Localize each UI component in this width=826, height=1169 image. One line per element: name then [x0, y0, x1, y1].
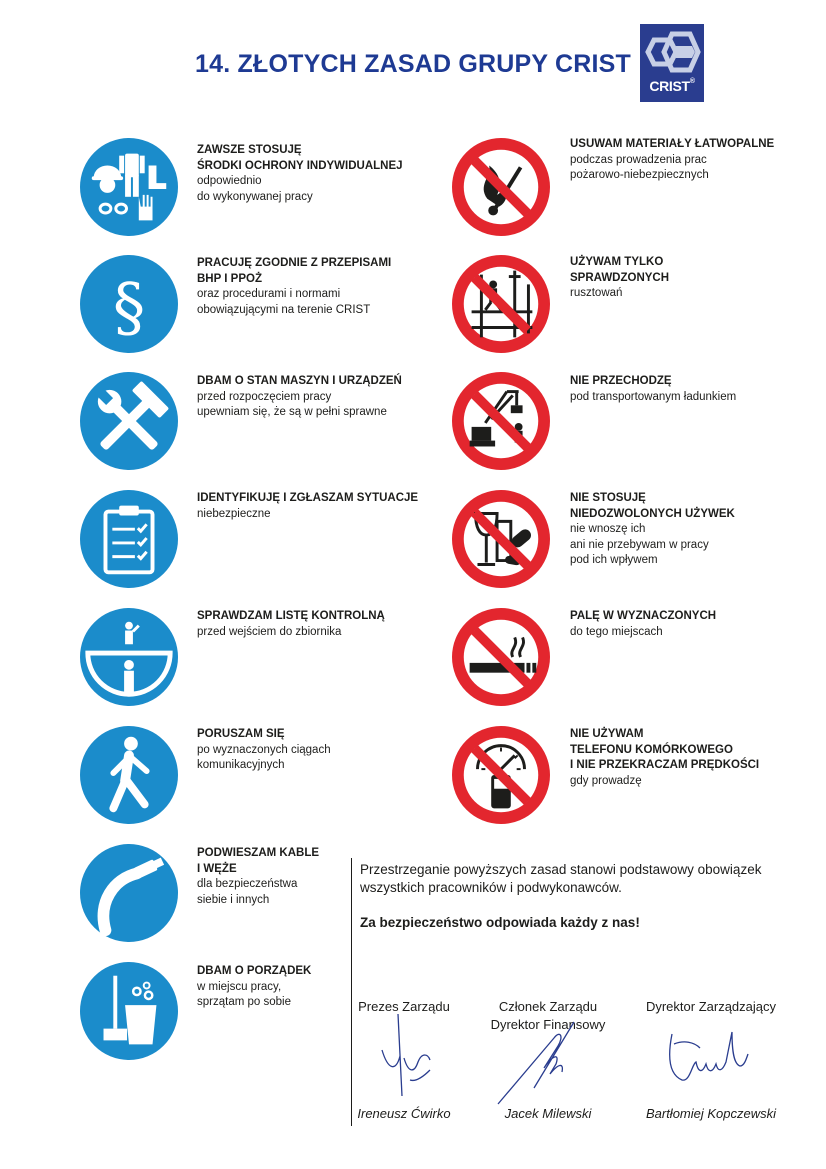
clipboard-checklist-icon [80, 490, 178, 588]
crist-logo-mark-icon [640, 24, 704, 80]
rule-suspended-load [570, 374, 736, 405]
signature-milewski [494, 1018, 594, 1108]
rule-description: nie wnoszę ich ani nie przebywam w pracy pod ich wpływem [570, 523, 709, 566]
rule-heading: DBAM O STAN MASZYN I URZĄDZEŃ [197, 375, 402, 387]
no-open-flame-icon [452, 138, 550, 236]
svg-text:§: § [112, 270, 146, 346]
rule-scaffolding [570, 255, 669, 302]
signatory-title: Dyrektor Zarządzający [645, 999, 777, 1014]
rule-description: dla bezpieczeństwa siebie i innych [197, 878, 298, 906]
signatory-title: Członek Zarządu Dyrektor Finansowy [490, 999, 606, 1032]
rule-cables [197, 846, 319, 908]
rule-heading: NIE PRZECHODZĘ [570, 375, 672, 387]
rule-description: w miejscu pracy, sprzątam po sobie [197, 980, 291, 1008]
rule-heading: UŻYWAM TYLKO SPRAWDZONYCH [570, 256, 670, 284]
rule-description: po wyznaczonych ciągach komunikacyjnych [197, 743, 331, 771]
page-title: 14. ZŁOTYCH ZASAD GRUPY CRIST [195, 50, 631, 78]
crist-logo [640, 24, 704, 102]
hammer-wrench-icon [80, 372, 178, 470]
rule-order [197, 964, 311, 1011]
confined-space-icon [80, 608, 178, 706]
rule-heading: PODWIESZAM KABLE I WĘŻE [197, 847, 320, 875]
statement [360, 861, 800, 932]
ppe-icon [80, 138, 178, 236]
cleaning-bucket-icon [80, 962, 178, 1060]
rule-description: gdy prowadzę [570, 774, 642, 787]
rule-flammables [570, 137, 774, 184]
rule-hazards [197, 491, 418, 522]
rule-heading: NIE STOSUJĘ NIEDOZWOLONYCH UŻYWEK [570, 492, 735, 520]
rule-heading: SPRAWDZAM LISTĘ KONTROLNĄ [197, 610, 385, 622]
rule-heading: NIE UŻYWAM TELEFONU KOMÓRKOWEGO I NIE PRZEKRACZAM PRĘDKOŚCI [570, 728, 760, 771]
signatory-name: Bartłomiej Kopczewski [645, 1106, 777, 1121]
rule-heading: USUWAM MATERIAŁY ŁATWOPALNE [570, 138, 775, 150]
rule-description: odpowiednio do wykonywanej pracy [197, 175, 313, 203]
no-phone-speeding-icon [452, 726, 550, 824]
rule-machines [197, 374, 402, 421]
rule-description: niebezpieczne [197, 507, 271, 520]
rule-description: oraz procedurami i normami obowiązującymi na terenie CRIST [197, 288, 371, 316]
statement-bold: Za bezpieczeństwo odpowiada każdy z nas! [360, 915, 640, 930]
hose-icon [80, 844, 178, 942]
paragraph-icon [80, 255, 178, 353]
rule-description: przed rozpoczęciem pracy upewniam się, że są w pełni sprawne [197, 390, 387, 418]
no-walking-under-load-icon [452, 372, 550, 470]
rule-description: pod transportowanym ładunkiem [570, 390, 737, 403]
rule-heading: PRACUJĘ ZGODNIE Z PRZEPISAMI BHP I PPOŻ [197, 257, 392, 285]
rule-heading: PALĘ W WYZNACZONYCH [570, 610, 717, 622]
statement-text: Przestrzeganie powyższych zasad stanowi podstawowy obowiązek wszystkich pracowników i podwykonawców. [360, 862, 762, 895]
crist-logo-text: CRIST® [649, 78, 695, 94]
rule-ppe [197, 143, 403, 205]
signature-kopczewski [664, 1024, 754, 1094]
walking-person-icon [80, 726, 178, 824]
rule-substances [570, 491, 735, 569]
signatory-name: Ireneusz Ćwirko [357, 1106, 451, 1121]
no-smoking-icon [452, 608, 550, 706]
rule-description: podczas prowadzenia prac pożarowo-niebezpiecznych [570, 153, 709, 181]
rule-heading: ZAWSZE STOSUJĘ ŚRODKI OCHRONY INDYWIDUALNEJ [197, 144, 403, 172]
rule-walkways [197, 727, 331, 774]
no-alcohol-drugs-icon [452, 490, 550, 588]
rule-heading: PORUSZAM SIĘ [197, 728, 285, 740]
vertical-divider [351, 858, 352, 1126]
rule-driving [570, 727, 759, 789]
signature-cwirko [368, 1010, 438, 1100]
signatory-name: Jacek Milewski [504, 1106, 592, 1121]
rule-description: rusztowań [570, 287, 623, 299]
rule-description: przed wejściem do zbiornika [197, 625, 342, 638]
rule-heading: IDENTYFIKUJĘ I ZGŁASZAM SYTUACJE [197, 492, 419, 504]
rule-description: do tego miejscach [570, 625, 663, 638]
signatory-title: Prezes Zarządu [358, 999, 450, 1014]
rule-checklist [197, 609, 385, 640]
rule-smoking [570, 609, 716, 640]
rule-bhp [197, 256, 391, 318]
rule-heading: DBAM O PORZĄDEK [197, 965, 312, 977]
no-unsafe-scaffold-icon [452, 255, 550, 353]
